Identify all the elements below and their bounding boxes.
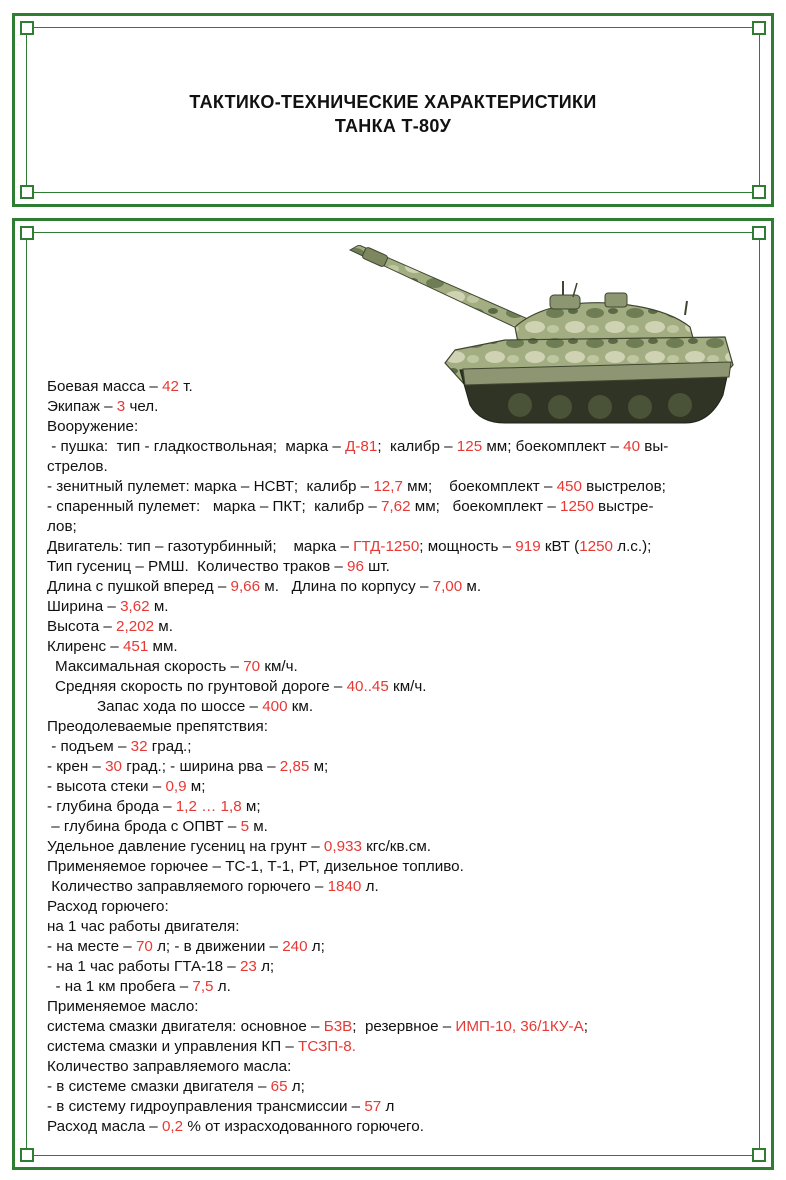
spec-text: - на 1 км пробега –: [47, 978, 193, 995]
spec-text: Экипаж –: [47, 398, 117, 415]
spec-text: л.: [213, 978, 231, 995]
spec-value: 12,7: [373, 478, 403, 495]
spec-value: 0,933: [323, 838, 362, 855]
spec-value: 1250: [560, 498, 594, 515]
spec-line: [47, 817, 752, 837]
spec-line: [47, 497, 752, 517]
spec-text: лов;: [47, 518, 77, 535]
spec-text: % от израсходованного горючего.: [183, 1118, 424, 1135]
spec-line: [47, 437, 752, 457]
spec-text: м;: [309, 758, 329, 775]
spec-value: 1840: [327, 878, 362, 895]
spec-text: Максимальная скорость –: [55, 658, 244, 675]
spec-line: [47, 517, 752, 537]
corner-ornament: [752, 21, 766, 35]
spec-line: [47, 537, 752, 557]
spec-text: л; - в движении –: [152, 938, 283, 955]
spec-line: [47, 777, 752, 797]
spec-text: система смазки и управления КП –: [47, 1038, 299, 1055]
spec-value: ГТД-1250: [353, 538, 420, 555]
spec-line: [47, 1057, 752, 1077]
spec-text: - на месте –: [47, 938, 136, 955]
page-title: [0, 90, 786, 138]
spec-text: Применяемое горючее – ТС-1, Т-1, РТ, дизельное топливо.: [47, 858, 464, 875]
spec-value: Б3В: [323, 1018, 353, 1035]
spec-line: [47, 657, 752, 677]
spec-value: 1,2 … 1,8: [175, 798, 242, 815]
spec-value: 5: [240, 818, 250, 835]
spec-value: 32: [130, 738, 148, 755]
spec-text: - зенитный пулемет: марка – НСВТ; калибр –: [47, 478, 374, 495]
spec-text: - крен –: [47, 758, 106, 775]
spec-text: л.с.);: [612, 538, 652, 555]
spec-value: 65: [270, 1078, 288, 1095]
spec-value: 400: [262, 698, 288, 715]
spec-value: Д-81: [345, 438, 378, 455]
spec-line: [47, 997, 752, 1017]
spec-text: ; калибр –: [377, 438, 457, 455]
spec-value: 3: [116, 398, 126, 415]
corner-ornament: [752, 1148, 766, 1162]
spec-text: Двигатель: тип – газотурбинный; марка –: [47, 538, 354, 555]
spec-text: мм; боекомплект –: [482, 438, 624, 455]
spec-line: [47, 757, 752, 777]
spec-line: [47, 397, 752, 417]
spec-value: 70: [243, 658, 261, 675]
spec-text: Количество заправляемого масла:: [47, 1058, 292, 1075]
spec-text: Длина с пушкой вперед –: [47, 578, 231, 595]
spec-text: Ширина –: [47, 598, 121, 615]
spec-text: выстре-: [593, 498, 654, 515]
spec-line: [47, 677, 752, 697]
corner-ornament: [20, 21, 34, 35]
spec-value: 2,202: [116, 618, 155, 635]
spec-text: ;: [583, 1018, 588, 1035]
spec-text: стрелов.: [47, 458, 108, 475]
spec-line: [47, 957, 752, 977]
specs-list: [47, 377, 752, 1137]
spec-text: м.: [149, 598, 169, 615]
spec-text: система смазки двигателя: основное –: [47, 1018, 324, 1035]
spec-line: [47, 377, 752, 397]
spec-text: Расход горючего:: [47, 898, 169, 915]
spec-text: м. Длина по корпусу –: [260, 578, 433, 595]
spec-line: [47, 797, 752, 817]
spec-text: мм; боекомплект –: [410, 498, 561, 515]
spec-text: ; мощность –: [419, 538, 516, 555]
spec-text: Средняя скорость по грунтовой дороге –: [55, 678, 347, 695]
spec-text: - подъем –: [47, 738, 131, 755]
spec-line: [47, 977, 752, 997]
spec-text: м.: [249, 818, 268, 835]
spec-line: [47, 937, 752, 957]
spec-text: Преодолеваемые препятствия:: [47, 718, 268, 735]
spec-text: - пушка: тип - гладкоствольная; марка –: [47, 438, 346, 455]
spec-text: чел.: [125, 398, 159, 415]
spec-text: шт.: [363, 558, 390, 575]
spec-line: [47, 637, 752, 657]
spec-text: град.; - ширина рва –: [122, 758, 280, 775]
spec-line: [47, 917, 752, 937]
spec-line: [47, 1037, 752, 1057]
title-line-2: ТАНКА Т-80У: [334, 116, 452, 136]
spec-text: Тип гусениц – РМШ. Количество траков –: [47, 558, 348, 575]
spec-line: [47, 597, 752, 617]
spec-text: м.: [462, 578, 482, 595]
spec-text: л;: [287, 1078, 305, 1095]
corner-ornament: [752, 226, 766, 240]
spec-value: 7,5: [192, 978, 214, 995]
spec-value: 7,00: [432, 578, 463, 595]
spec-line: [47, 457, 752, 477]
corner-ornament: [752, 185, 766, 199]
spec-text: кВТ (: [540, 538, 580, 555]
spec-text: мм.: [148, 638, 178, 655]
spec-line: [47, 717, 752, 737]
spec-text: - на 1 час работы ГТА-18 –: [47, 958, 240, 975]
spec-text: вы-: [640, 438, 669, 455]
spec-value: 2,85: [279, 758, 310, 775]
spec-text: - глубина брода –: [47, 798, 176, 815]
spec-line: [47, 897, 752, 917]
spec-value: ТСЗП-8.: [298, 1038, 356, 1055]
spec-text: - в систему гидроуправления трансмиссии –: [47, 1098, 365, 1115]
spec-text: Вооружение:: [47, 418, 139, 435]
spec-value: 30: [105, 758, 122, 775]
spec-value: 3,62: [120, 598, 150, 615]
spec-text: Удельное давление гусениц на грунт –: [47, 838, 324, 855]
spec-value: 240: [282, 938, 308, 955]
spec-text: Высота –: [47, 618, 117, 635]
spec-text: град.;: [147, 738, 192, 755]
spec-value: 450: [556, 478, 582, 495]
spec-text: л.: [361, 878, 379, 895]
spec-text: м;: [241, 798, 261, 815]
spec-text: кгс/кв.см.: [361, 838, 431, 855]
spec-text: л: [381, 1098, 395, 1115]
spec-text: Количество заправляемого горючего –: [47, 878, 328, 895]
spec-text: - высота стеки –: [47, 778, 166, 795]
spec-text: Запас хода по шоссе –: [97, 698, 263, 715]
spec-line: [47, 1097, 752, 1117]
spec-text: Расход масла –: [47, 1118, 162, 1135]
spec-value: 9,66: [230, 578, 261, 595]
spec-line: [47, 1117, 752, 1137]
spec-line: [47, 837, 752, 857]
spec-value: 57: [364, 1098, 382, 1115]
spec-text: л;: [307, 938, 325, 955]
spec-value: 40..45: [346, 678, 389, 695]
spec-text: мм; боекомплект –: [402, 478, 557, 495]
spec-line: [47, 1017, 752, 1037]
spec-text: - в системе смазки двигателя –: [47, 1078, 271, 1095]
corner-ornament: [20, 185, 34, 199]
spec-line: [47, 577, 752, 597]
spec-text: Боевая масса –: [47, 378, 163, 395]
spec-value: 919: [515, 538, 541, 555]
spec-text: Клиренс –: [47, 638, 123, 655]
spec-value: 23: [239, 958, 257, 975]
spec-value: 1250: [579, 538, 613, 555]
spec-text: км/ч.: [260, 658, 298, 675]
spec-value: ИМП-10, 36/1КУ-А: [455, 1018, 584, 1035]
spec-text: на 1 час работы двигателя:: [47, 918, 240, 935]
title-line-1: ТАКТИКО-ТЕХНИЧЕСКИЕ ХАРАКТЕРИСТИКИ: [189, 92, 597, 112]
spec-text: км.: [287, 698, 314, 715]
spec-line: [47, 697, 752, 717]
spec-value: 96: [347, 558, 364, 575]
spec-line: [47, 877, 752, 897]
spec-line: [47, 617, 752, 637]
spec-text: т.: [178, 378, 193, 395]
spec-value: 0,2: [161, 1118, 184, 1135]
spec-line: [47, 417, 752, 437]
spec-value: 451: [122, 638, 149, 655]
spec-text: Применяемое масло:: [47, 998, 199, 1015]
spec-value: 42: [162, 378, 179, 395]
spec-text: м.: [154, 618, 173, 635]
spec-value: 40: [623, 438, 641, 455]
corner-ornament: [20, 1148, 34, 1162]
spec-value: 0,9: [165, 778, 187, 795]
spec-text: м;: [186, 778, 206, 795]
spec-line: [47, 477, 752, 497]
spec-line: [47, 737, 752, 757]
spec-text: – глубина брода с ОПВТ –: [47, 818, 241, 835]
spec-text: ; резервное –: [352, 1018, 456, 1035]
spec-text: км/ч.: [388, 678, 427, 695]
spec-text: л;: [256, 958, 275, 975]
spec-line: [47, 857, 752, 877]
spec-line: [47, 557, 752, 577]
corner-ornament: [20, 226, 34, 240]
spec-line: [47, 1077, 752, 1097]
spec-text: - спаренный пулемет: марка – ПКТ; калибр –: [47, 498, 381, 515]
spec-value: 7,62: [380, 498, 411, 515]
spec-value: 70: [135, 938, 153, 955]
spec-text: выстрелов;: [581, 478, 666, 495]
spec-value: 125: [456, 438, 483, 455]
